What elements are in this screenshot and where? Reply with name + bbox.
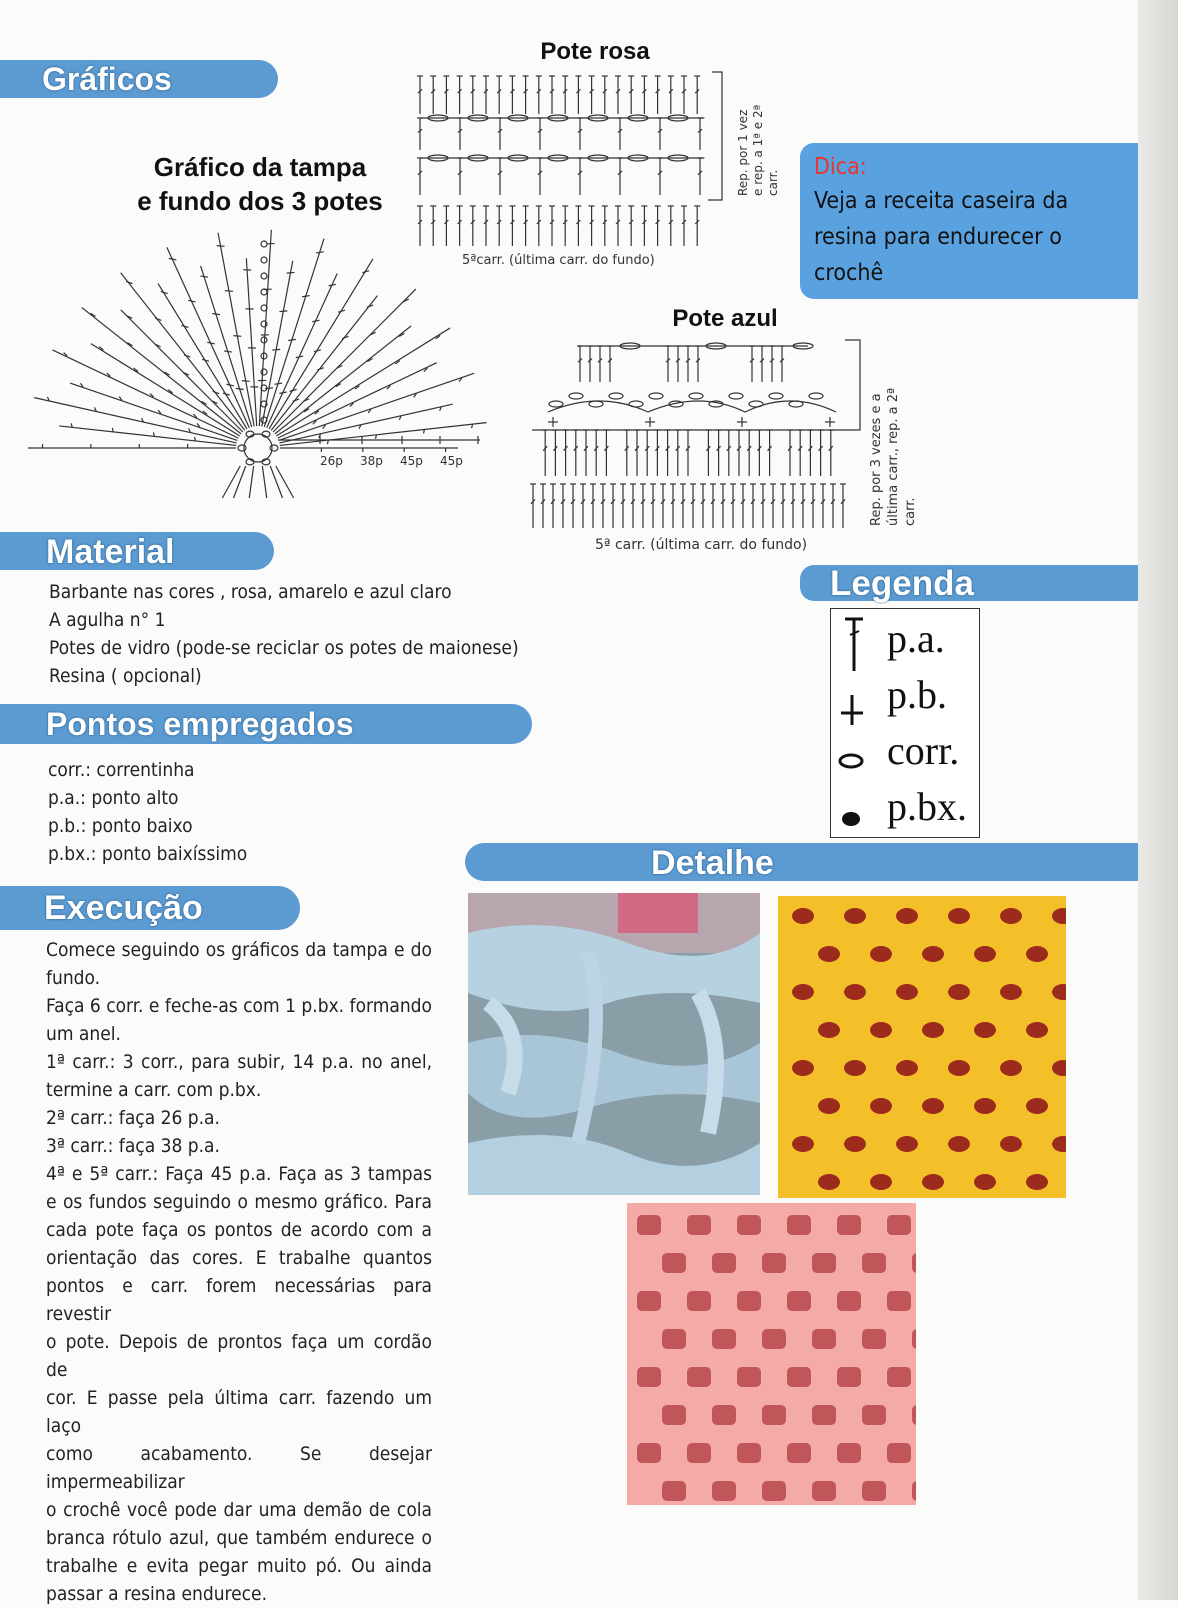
execucao-line: um anel. bbox=[46, 1020, 432, 1048]
yellow-mesh-hole bbox=[870, 946, 892, 962]
legenda-item-corr bbox=[831, 723, 981, 779]
pink-mesh-hole bbox=[837, 1291, 861, 1311]
yellow-mesh-hole bbox=[870, 1174, 892, 1190]
pink-mesh-hole bbox=[712, 1481, 736, 1501]
section-title-execucao: Execução bbox=[44, 886, 300, 930]
pink-mesh-hole bbox=[712, 1329, 736, 1349]
corr-stitch bbox=[569, 393, 583, 399]
pink-mesh-hole bbox=[737, 1443, 761, 1463]
section-header-pontos bbox=[0, 704, 532, 744]
yellow-mesh-hole bbox=[1000, 984, 1022, 1000]
pontos-list bbox=[48, 756, 247, 868]
corr-stitch bbox=[549, 401, 563, 407]
execucao-line: 2ª carr.: faça 26 p.a. bbox=[46, 1104, 432, 1132]
corr-stitch bbox=[609, 393, 623, 399]
pink-mesh-hole bbox=[787, 1215, 811, 1235]
pink-mesh-hole bbox=[787, 1291, 811, 1311]
pink-mesh-hole bbox=[712, 1405, 736, 1425]
yellow-mesh-hole bbox=[844, 1136, 866, 1152]
pote-rosa-repeat-2: e rep. a 1ª e 2ª bbox=[751, 26, 766, 196]
yellow-mesh-hole bbox=[922, 946, 944, 962]
dica-text-line3: crochê bbox=[814, 255, 1146, 291]
yellow-mesh-hole bbox=[922, 1022, 944, 1038]
pink-mesh-hole bbox=[737, 1367, 761, 1387]
yellow-mesh-hole bbox=[896, 1060, 918, 1076]
pink-mesh-hole bbox=[887, 1215, 911, 1235]
tampa-count-1: 26p bbox=[320, 454, 360, 468]
yellow-mesh-hole bbox=[870, 1098, 892, 1114]
execucao-line: fundo. bbox=[46, 964, 432, 992]
yellow-mesh-hole bbox=[818, 1174, 840, 1190]
yellow-mesh-hole bbox=[844, 1060, 866, 1076]
pink-mesh-hole bbox=[912, 1253, 916, 1273]
pink-mesh-hole bbox=[637, 1215, 661, 1235]
section-title-pontos: Pontos empregados bbox=[46, 704, 532, 744]
legenda-label-corr: corr. bbox=[887, 729, 959, 773]
detail-photo-pink bbox=[627, 1203, 916, 1505]
corr-stitch bbox=[689, 393, 703, 399]
yellow-mesh-hole bbox=[792, 1136, 814, 1152]
execucao-line: Faça 6 corr. e feche-as com 1 p.bx. formando bbox=[46, 992, 432, 1020]
tampa-title-line2: e fundo dos 3 potes bbox=[110, 184, 410, 218]
yellow-mesh-hole bbox=[948, 984, 970, 1000]
pink-mesh-hole bbox=[812, 1405, 836, 1425]
legenda-item-pb bbox=[831, 667, 981, 723]
pontos-item: p.a.: ponto alto bbox=[48, 784, 247, 812]
corr-stitch bbox=[749, 401, 763, 407]
section-title-material: Material bbox=[46, 532, 274, 572]
execucao-line: o pote. Depois de prontos faça um cordão de bbox=[46, 1328, 432, 1384]
execucao-line: como acabamento. Se desejar impermeabilizar bbox=[46, 1440, 432, 1496]
pontos-item: corr.: correntinha bbox=[48, 756, 247, 784]
yellow-mesh-hole bbox=[922, 1098, 944, 1114]
legenda-item-pa bbox=[831, 611, 981, 667]
dica-text-line1: Veja a receita caseira da bbox=[814, 183, 1146, 219]
yellow-mesh-hole bbox=[948, 1060, 970, 1076]
pink-mesh-hole bbox=[687, 1291, 711, 1311]
pink-mesh-hole bbox=[762, 1405, 786, 1425]
yellow-mesh-hole bbox=[948, 1136, 970, 1152]
pink-mesh-hole bbox=[762, 1481, 786, 1501]
yellow-mesh-hole bbox=[870, 1022, 892, 1038]
yellow-mesh-hole bbox=[948, 908, 970, 924]
yellow-mesh-hole bbox=[792, 1060, 814, 1076]
pink-crochet-texture-icon bbox=[627, 1203, 916, 1505]
yellow-mesh-hole bbox=[792, 984, 814, 1000]
yellow-mesh-hole bbox=[1026, 1174, 1048, 1190]
yellow-mesh-hole bbox=[974, 1174, 996, 1190]
pink-mesh-hole bbox=[812, 1253, 836, 1273]
pink-mesh-hole bbox=[837, 1443, 861, 1463]
pink-mesh-hole bbox=[862, 1329, 886, 1349]
execucao-line: pontos e carr. forem necessárias para revestir bbox=[46, 1272, 432, 1328]
material-item: Barbante nas cores , rosa, amarelo e azul claro bbox=[49, 578, 519, 606]
yellow-mesh-hole bbox=[896, 984, 918, 1000]
corr-stitch bbox=[789, 401, 803, 407]
pink-mesh-hole bbox=[837, 1215, 861, 1235]
tampa-count-3: 45p bbox=[400, 454, 440, 468]
pb-cross-icon bbox=[837, 667, 865, 723]
execucao-line: e os fundos seguindo o mesmo gráfico. Para bbox=[46, 1188, 432, 1216]
corr-stitch bbox=[729, 393, 743, 399]
pink-mesh-hole bbox=[787, 1367, 811, 1387]
pink-mesh-hole bbox=[637, 1443, 661, 1463]
pote-rosa-title: Pote rosa bbox=[515, 38, 675, 66]
tampa-count-4: 45p bbox=[440, 454, 463, 468]
pote-azul-repeat-2: última carr., rep. a 2ª bbox=[885, 326, 902, 526]
legenda-label-pa: p.a. bbox=[887, 617, 945, 661]
yellow-mesh-hole bbox=[896, 908, 918, 924]
pink-mesh-hole bbox=[887, 1367, 911, 1387]
execucao-text bbox=[46, 936, 432, 1608]
tampa-count-2: 38p bbox=[360, 454, 400, 468]
material-list bbox=[49, 578, 519, 690]
legenda-item-pbx bbox=[831, 779, 981, 835]
pink-mesh-hole bbox=[887, 1443, 911, 1463]
corr-stitch bbox=[769, 393, 783, 399]
section-title-graficos: Gráficos bbox=[42, 60, 278, 98]
pote-azul-repeat-note bbox=[868, 326, 919, 526]
yellow-mesh-hole bbox=[1000, 1136, 1022, 1152]
dica-label: Dica: bbox=[814, 151, 1146, 183]
detail-photo-yellow bbox=[778, 896, 1066, 1198]
yellow-mesh-hole bbox=[974, 1022, 996, 1038]
pink-mesh-hole bbox=[662, 1481, 686, 1501]
page-edge bbox=[1138, 0, 1178, 1600]
material-item: A agulha n° 1 bbox=[49, 606, 519, 634]
execucao-line: cada pote faça os pontos de acordo com a bbox=[46, 1216, 432, 1244]
pa-symbol-icon bbox=[837, 611, 865, 667]
pink-mesh-hole bbox=[687, 1367, 711, 1387]
pbx-dot-icon bbox=[837, 779, 865, 835]
execucao-line: branca rótulo azul, que também endurece o bbox=[46, 1524, 432, 1552]
section-header-execucao bbox=[0, 886, 300, 930]
pote-rosa-caption: 5ªcarr. (última carr. do fundo) bbox=[462, 253, 655, 268]
pink-mesh-hole bbox=[812, 1329, 836, 1349]
pote-azul-title: Pote azul bbox=[650, 305, 800, 333]
execucao-line: cor. E passe pela última carr. fazendo um laço bbox=[46, 1384, 432, 1440]
corr-stitch bbox=[589, 401, 603, 407]
execucao-line: 3ª carr.: faça 38 p.a. bbox=[46, 1132, 432, 1160]
corr-stitch bbox=[629, 401, 643, 407]
pink-mesh-hole bbox=[862, 1253, 886, 1273]
execucao-line: 4ª e 5ª carr.: Faça 45 p.a. Faça as 3 tampas bbox=[46, 1160, 432, 1188]
detail-photo-blue bbox=[468, 893, 760, 1195]
pontos-item: p.bx.: ponto baixíssimo bbox=[48, 840, 247, 868]
section-title-legenda: Legenda bbox=[830, 565, 974, 603]
execucao-line: Comece seguindo os gráficos da tampa e do bbox=[46, 936, 432, 964]
section-title-detalhe: Detalhe bbox=[651, 843, 774, 883]
dica-text-line2: resina para endurecer o bbox=[814, 219, 1146, 255]
pink-mesh-hole bbox=[637, 1367, 661, 1387]
yellow-mesh-hole bbox=[844, 984, 866, 1000]
execucao-line: termine a carr. com p.bx. bbox=[46, 1076, 432, 1104]
pink-mesh-hole bbox=[912, 1481, 916, 1501]
pink-mesh-hole bbox=[662, 1405, 686, 1425]
yellow-mesh-hole bbox=[1026, 1022, 1048, 1038]
pink-mesh-hole bbox=[662, 1253, 686, 1273]
pote-azul-repeat-3: carr. bbox=[902, 326, 919, 526]
yellow-mesh-hole bbox=[844, 908, 866, 924]
pink-mesh-hole bbox=[737, 1215, 761, 1235]
yellow-mesh-hole bbox=[896, 1136, 918, 1152]
yellow-mesh-hole bbox=[818, 946, 840, 962]
pink-mesh-hole bbox=[812, 1481, 836, 1501]
yellow-mesh-hole bbox=[922, 1174, 944, 1190]
material-item: Potes de vidro (pode-se reciclar os potes de maionese) bbox=[49, 634, 519, 662]
pink-mesh-hole bbox=[687, 1215, 711, 1235]
pink-mesh-hole bbox=[887, 1291, 911, 1311]
yellow-mesh-hole bbox=[974, 946, 996, 962]
tampa-title-line1: Gráfico da tampa bbox=[110, 150, 410, 184]
yellow-mesh-hole bbox=[1026, 1098, 1048, 1114]
repeat-bracket bbox=[845, 340, 860, 430]
pink-mesh-hole bbox=[737, 1291, 761, 1311]
section-header-material bbox=[0, 532, 274, 570]
pink-mesh-hole bbox=[762, 1253, 786, 1273]
yellow-mesh-hole bbox=[1026, 946, 1048, 962]
yellow-crochet-texture-icon bbox=[778, 896, 1066, 1198]
yellow-bg bbox=[778, 896, 1066, 1198]
pink-mesh-hole bbox=[862, 1481, 886, 1501]
section-header-legenda bbox=[800, 565, 1140, 601]
yellow-mesh-hole bbox=[974, 1098, 996, 1114]
pink-bg bbox=[627, 1203, 916, 1505]
pink-mesh-hole bbox=[837, 1367, 861, 1387]
blue-crochet-texture-icon bbox=[468, 893, 760, 1195]
pink-mesh-hole bbox=[862, 1405, 886, 1425]
pink-mesh-hole bbox=[687, 1443, 711, 1463]
yellow-mesh-hole bbox=[1000, 1060, 1022, 1076]
corr-stitch bbox=[649, 393, 663, 399]
execucao-line: 1ª carr.: 3 corr., para subir, 14 p.a. no anel, bbox=[46, 1048, 432, 1076]
pink-mesh-hole bbox=[662, 1329, 686, 1349]
corr-stitch bbox=[809, 393, 823, 399]
pink-mesh-hole bbox=[912, 1405, 916, 1425]
pote-azul-diagram bbox=[0, 0, 900, 560]
corr-oval-icon bbox=[837, 723, 865, 779]
pote-rosa-repeat-1: Rep. por 1 vez bbox=[736, 26, 751, 196]
execucao-line: trabalhe e evita pegar muito pó. Ou ainda bbox=[46, 1552, 432, 1580]
yellow-mesh-hole bbox=[1000, 908, 1022, 924]
execucao-line: o crochê você pode dar uma demão de cola bbox=[46, 1496, 432, 1524]
legenda-label-pb: p.b. bbox=[887, 673, 947, 717]
yellow-mesh-hole bbox=[792, 908, 814, 924]
pote-azul-repeat-1: Rep. por 3 vezes e a bbox=[868, 326, 885, 526]
material-item: Resina ( opcional) bbox=[49, 662, 519, 690]
pink-mesh-hole bbox=[712, 1253, 736, 1273]
pink-mesh-hole bbox=[762, 1329, 786, 1349]
yellow-mesh-hole bbox=[818, 1098, 840, 1114]
execucao-line: orientação das cores. E trabalhe quantos bbox=[46, 1244, 432, 1272]
pink-mesh-hole bbox=[787, 1443, 811, 1463]
pink-mesh-hole bbox=[637, 1291, 661, 1311]
pink-mesh-hole bbox=[912, 1329, 916, 1349]
pote-rosa-repeat-3: carr. bbox=[766, 26, 781, 196]
pote-azul-caption: 5ª carr. (última carr. do fundo) bbox=[595, 537, 807, 553]
execucao-line: passar a resina endurece. bbox=[46, 1580, 432, 1608]
legenda-box bbox=[830, 608, 980, 838]
legenda-label-pbx: p.bx. bbox=[887, 785, 967, 829]
section-header-detalhe bbox=[465, 843, 1140, 881]
pontos-item: p.b.: ponto baixo bbox=[48, 812, 247, 840]
yellow-mesh-hole bbox=[818, 1022, 840, 1038]
